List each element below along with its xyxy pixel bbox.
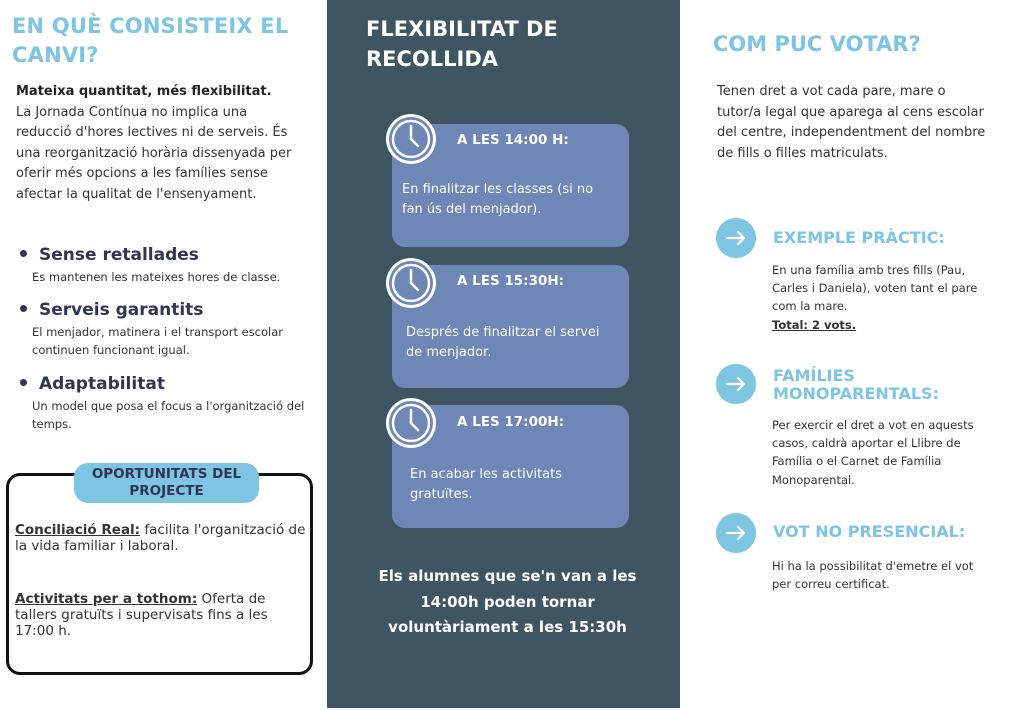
pickup-time: A LES 15:30H: [457, 273, 565, 289]
intro-text: La Jornada Contínua no implica una reducció d'hores lectives ni de serveis. És una reorganització horària dissenyada per oferir més opcions a les famílies sense afectar la qualitat de l'ensenyament. [16, 104, 292, 202]
right-intro: Tenen dret a vot cada pare, mare o tutor/a legal que aparegа al cens escolar del centre, independentment del nombre de fills o filles matriculats. [717, 84, 986, 161]
opportunity-item [15, 591, 307, 639]
middle-heading: FLEXIBILITAT DE RECOLLIDA [366, 17, 558, 71]
intro-lead: Mateixa quantitat, més flexibilitat. [16, 84, 272, 99]
clock-icon [385, 397, 437, 449]
bullet-desc: Un model que posa el focus a l'organització del temps. [32, 399, 305, 431]
opportunity-item [15, 522, 307, 554]
opportunity-label: Activitats per a tothom: [15, 591, 198, 607]
bullet-item [20, 244, 320, 286]
section-title: EXEMPLE PRÀCTIC: [773, 228, 945, 247]
arrow-right-icon [716, 364, 756, 404]
pickup-desc: En acabar les activitats gratuïtes. [410, 467, 562, 502]
pickup-desc: En finalitzar les classes (si no fan ús del menjador). [402, 182, 594, 217]
left-intro [16, 82, 301, 205]
section-desc: Hi ha la possibilitat d'emetre el vot per correu certificat. [772, 559, 974, 592]
pickup-time: A LES 14:00 H: [457, 132, 569, 148]
left-heading: EN QUÈ CONSISTEIX EL CANVI? [12, 14, 289, 67]
arrow-right-icon [716, 218, 756, 258]
opportunity-text: Oferta de tallers gratuïts i supervisats fins a les 17:00 h. [15, 591, 268, 639]
bullet-title: Serveis garantits [20, 299, 320, 321]
clock-icon [385, 113, 437, 165]
pickup-desc: Després de finalitzar el servei de menjador. [406, 325, 600, 360]
opportunity-text: facilita l'organització de la vida familiar i laboral. [15, 522, 306, 554]
bullet-title: Sense retallades [20, 244, 320, 266]
arrow-right-icon [716, 513, 756, 553]
bullet-title: Adaptabilitat [20, 373, 320, 395]
bullet-dot [20, 379, 27, 386]
section-desc-text: En una família amb tres fills (Pau, Carles i Daniela), voten tant el pare com la mare. [772, 263, 978, 314]
section-desc: Per exercir el dret a vot en aquests casos, caldrà aportar el Llibre de Família o el Carnet de Família Monoparental. [772, 418, 974, 487]
bullet-item [20, 373, 320, 433]
bullet-dot [20, 305, 27, 312]
section-desc [772, 261, 987, 334]
pickup-time: A LES 17:00H: [457, 414, 565, 430]
vote-total: Total: 2 vots. [772, 317, 857, 332]
return-note: Els alumnes que se'n van a les 14:00h poden tornar voluntàriament a les 15:30h [378, 567, 637, 636]
right-heading: COM PUC VOTAR? [713, 32, 921, 56]
section-title: VOT NO PRESENCIAL: [773, 522, 966, 541]
opportunities-badge: OPORTUNITATS DEL PROJECTE [74, 463, 259, 503]
section-title: FAMÍLIES MONOPARENTALS: [773, 366, 939, 403]
bullet-desc: El menjador, matinera i el transport escolar continuen funcionant igual. [32, 325, 284, 357]
opportunities-box [6, 473, 313, 675]
bullet-item [20, 299, 320, 359]
bullet-desc: Es mantenen les mateixes hores de classe. [32, 270, 281, 284]
bullet-dot [20, 250, 27, 257]
clock-icon [385, 257, 437, 309]
opportunity-label: Conciliació Real: [15, 522, 141, 538]
